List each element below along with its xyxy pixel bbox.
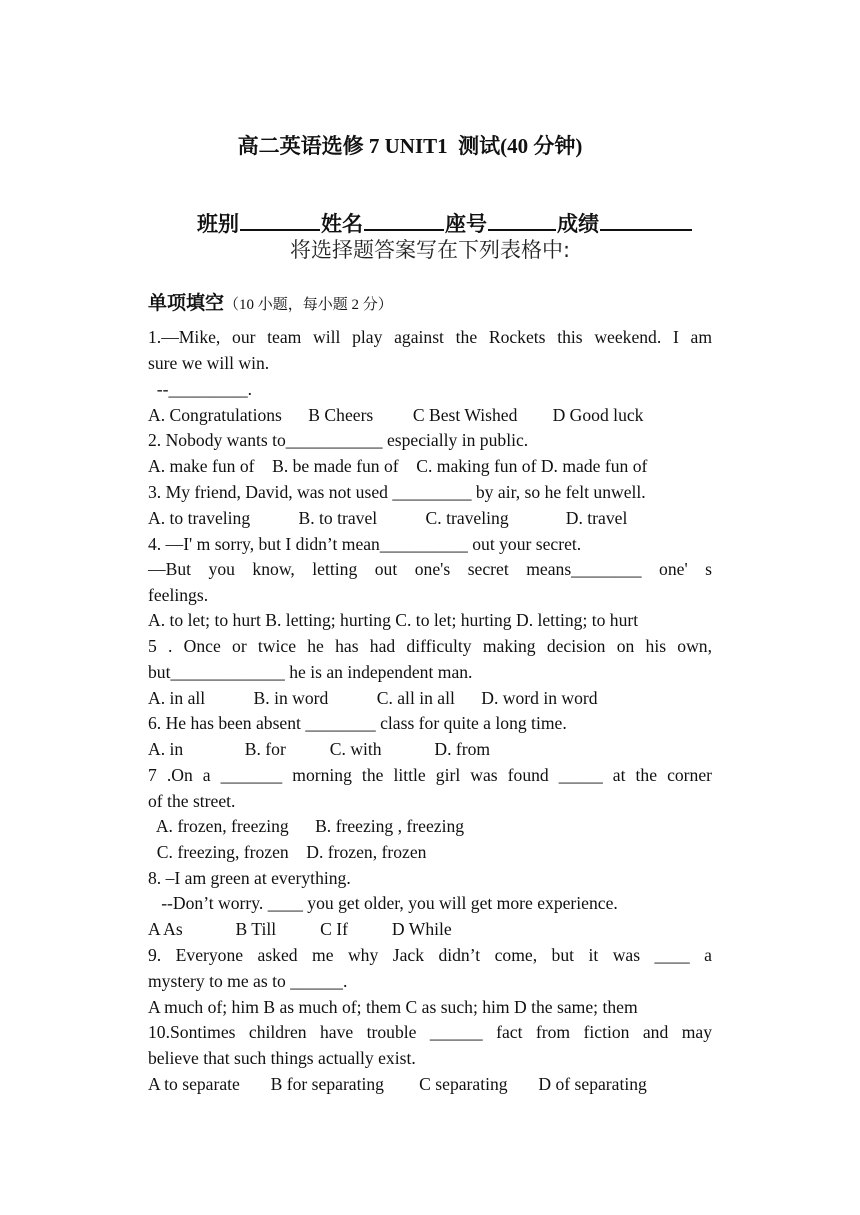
section-subtitle: （10 小题，每小题 2 分） — [224, 297, 393, 313]
option-line: A. Congratulations B Cheers C Best Wished D Good luck — [148, 405, 644, 425]
question-line: feelings. — [148, 585, 209, 605]
question-line: but_____________ he is an independent man. — [148, 662, 473, 682]
question-line: sure we will win. — [148, 353, 270, 373]
answer-instruction: 将选择题答案写在下列表格中: — [289, 238, 571, 262]
page-title: 高二英语选修 7 UNIT1 测试(40 分钟) — [237, 134, 583, 158]
question-line: mystery to me as to ______. — [148, 971, 348, 991]
question-line: 7 .On a _______ morning the little girl was found _____ at the corner — [148, 765, 712, 785]
seat-label: 座号 — [445, 212, 487, 236]
class-blank[interactable] — [240, 209, 320, 231]
name-blank[interactable] — [364, 209, 444, 231]
option-line: A. in B. for C. with D. from — [148, 739, 491, 759]
question-line: 5 . Once or twice he has had difficulty making decision on his own, — [148, 636, 712, 656]
question-line: 9. Everyone asked me why Jack didn’t come, but it was ____ a — [148, 945, 712, 965]
question-line: 4. —I' m sorry, but I didn’t mean__________ out your secret. — [148, 534, 582, 554]
option-line: A to separate B for separating C separating D of separating — [148, 1074, 647, 1094]
question-line: 6. He has been absent ________ class for quite a long time. — [148, 713, 567, 733]
option-line: A. to traveling B. to travel C. traveling D. travel — [148, 508, 628, 528]
option-line: A. in all B. in word C. all in all D. word in word — [148, 688, 598, 708]
option-line: A. to let; to hurt B. letting; hurting C. to let; hurting D. letting; to hurt — [148, 610, 639, 630]
question-line: of the street. — [148, 791, 236, 811]
question-line: 2. Nobody wants to___________ especially in public. — [148, 430, 529, 450]
question-line: 3. My friend, David, was not used _________ by air, so he felt unwell. — [148, 482, 646, 502]
option-line: C. freezing, frozen D. frozen, frozen — [148, 842, 427, 862]
question-line: 10.Sontimes children have trouble ______ fact from fiction and may — [148, 1022, 712, 1042]
question-line: believe that such things actually exist. — [148, 1048, 416, 1068]
score-label: 成绩 — [557, 212, 599, 236]
seat-blank[interactable] — [488, 209, 556, 231]
question-line: —But you know, letting out one's secret means________ one' s — [148, 559, 712, 579]
score-blank[interactable] — [600, 209, 692, 231]
section-heading — [148, 288, 393, 315]
question-line: 8. –I am green at everything. — [148, 868, 351, 888]
question-line: --Don’t worry. ____ you get older, you will get more experience. — [148, 893, 618, 913]
option-line: A much of; him B as much of; them C as such; him D the same; them — [148, 997, 638, 1017]
section-title: 单项填空 — [148, 292, 225, 314]
question-line: --_________. — [148, 379, 253, 399]
class-label: 班别 — [197, 212, 239, 236]
option-line: A. make fun of B. be made fun of C. making fun of D. made fun of — [148, 456, 648, 476]
option-line: A. frozen, freezing B. freezing , freezing — [148, 816, 465, 836]
option-line: A As B Till C If D While — [148, 919, 452, 939]
question-line: 1.—Mike, our team will play against the Rockets this weekend. I am — [148, 327, 712, 347]
name-label: 姓名 — [321, 212, 363, 236]
